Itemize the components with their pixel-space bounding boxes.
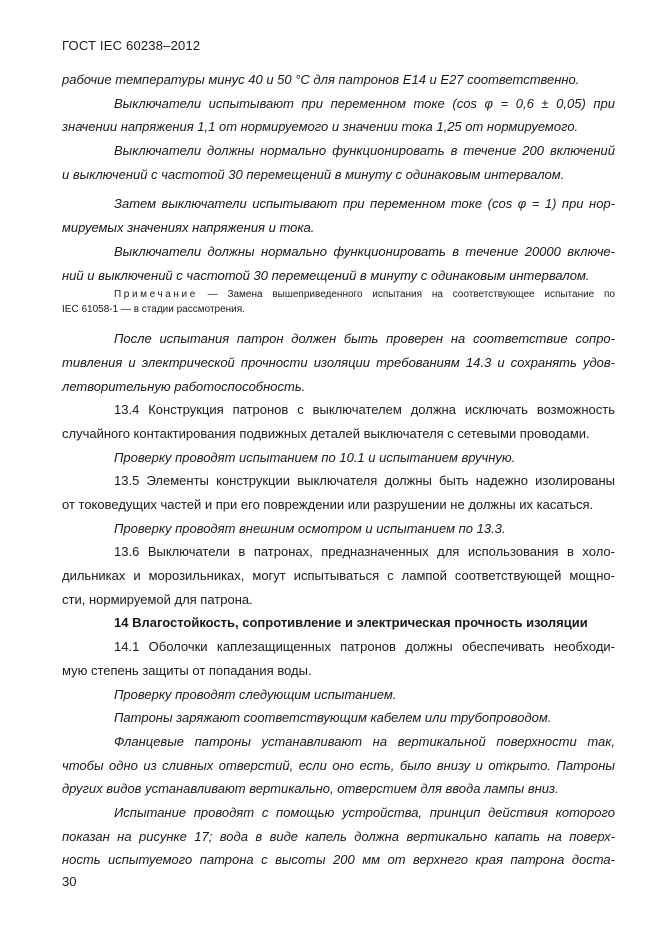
- text-line: ность испытуемого патрона с высоты 200 мм от верхнего края патрона доста-: [62, 852, 615, 868]
- text-line: ний и выключений с частотой 30 перемещений в минуту с одинаковым интервалом.: [62, 267, 590, 283]
- text-line: сти, нормируемой для патрона.: [62, 591, 253, 607]
- text-line: Проверку проводят внешним осмотром и испытанием по 13.3.: [114, 520, 506, 536]
- text-line: 13.5 Элементы конструкции выключателя должны быть надежно изолированы: [114, 473, 615, 489]
- note-line: [62, 287, 615, 302]
- text-line: Выключатели должны нормально функционировать в течение 200 включений: [114, 143, 615, 159]
- text-line: значении напряжения 1,1 от нормируемого и значении тока 1,25 от нормируемого.: [62, 119, 579, 135]
- document-header: ГОСТ IEC 60238–2012: [62, 38, 201, 53]
- text-line: мую степень защиты от попадания воды.: [62, 662, 312, 678]
- text-line: Выключатели должны нормально функционировать в течение 20000 включе-: [114, 243, 615, 259]
- text-line: После испытания патрон должен быть проверен на соответствие сопро-: [114, 331, 615, 347]
- text-line: тивления и электрической прочности изоляции требованиям 14.3 и сохранять удов-: [62, 354, 615, 370]
- text-line: Затем выключатели испытывают при переменном токе (cos φ = 1) при нор-: [114, 196, 615, 212]
- note-label: Примечание: [114, 289, 198, 301]
- text-line: Фланцевые патроны устанавливают на вертикальной поверхности так,: [114, 733, 615, 749]
- text-line: мируемых значениях напряжения и тока.: [62, 220, 315, 236]
- text-line: от токоведущих частей и при его повреждении или разрушении не должны их касаться.: [62, 497, 594, 512]
- text-line: рабочие температуры минус 40 и 50 °С для патронов Е14 и Е27 соответственно.: [62, 72, 580, 87]
- text-line: Испытание проводят с помощью устройства, принцип действия которого: [114, 804, 615, 820]
- text-line: Проверку проводят испытанием по 10.1 и испытанием вручную.: [114, 449, 516, 465]
- section-heading: 14 Влагостойкость, сопротивление и электрическая прочность изоляции: [114, 615, 588, 631]
- text-line: других видов устанавливают вертикально, отверстием для ввода лампы вниз.: [62, 781, 559, 797]
- text-line: Выключатели испытывают при переменном токе (cos φ = 0,6 ± 0,05) при: [114, 95, 615, 111]
- text-line: показан на рисунке 17; вода в виде капель должна вертикально капать на поверх-: [62, 828, 615, 844]
- text-line: случайного контактирования подвижных деталей выключателя с сетевыми проводами.: [62, 425, 590, 441]
- text-line: 13.4 Конструкция патронов с выключателем должна исключать возможность: [114, 402, 615, 418]
- page-body: [62, 68, 615, 872]
- note-text: — Замена вышеприведенного испытания на соответствующее испытание по: [197, 289, 615, 301]
- text-line: летворительную работоспособность.: [62, 378, 306, 394]
- text-line: чтобы одно из сливных отверстий, если оно есть, было внизу и открыто. Патроны: [62, 757, 615, 773]
- text-line: и выключений с частотой 30 перемещений в минуту с одинаковым интервалом.: [62, 166, 565, 182]
- text-line: Патроны заряжают соответствующим кабелем или трубопроводом.: [114, 710, 552, 726]
- text-line: 14.1 Оболочки каплезащищенных патронов должны обеспечивать необходи-: [114, 639, 615, 655]
- note-line: IEC 61058-1 — в стадии рассмотрения.: [62, 304, 245, 316]
- page-number: 30: [62, 874, 77, 889]
- text-line: Проверку проводят следующим испытанием.: [114, 686, 397, 702]
- text-line: дильниках и морозильниках, могут испытываться с лампой соответствующей мощно-: [62, 568, 615, 584]
- text-line: 13.6 Выключатели в патронах, предназначенных для использования в холо-: [114, 544, 615, 560]
